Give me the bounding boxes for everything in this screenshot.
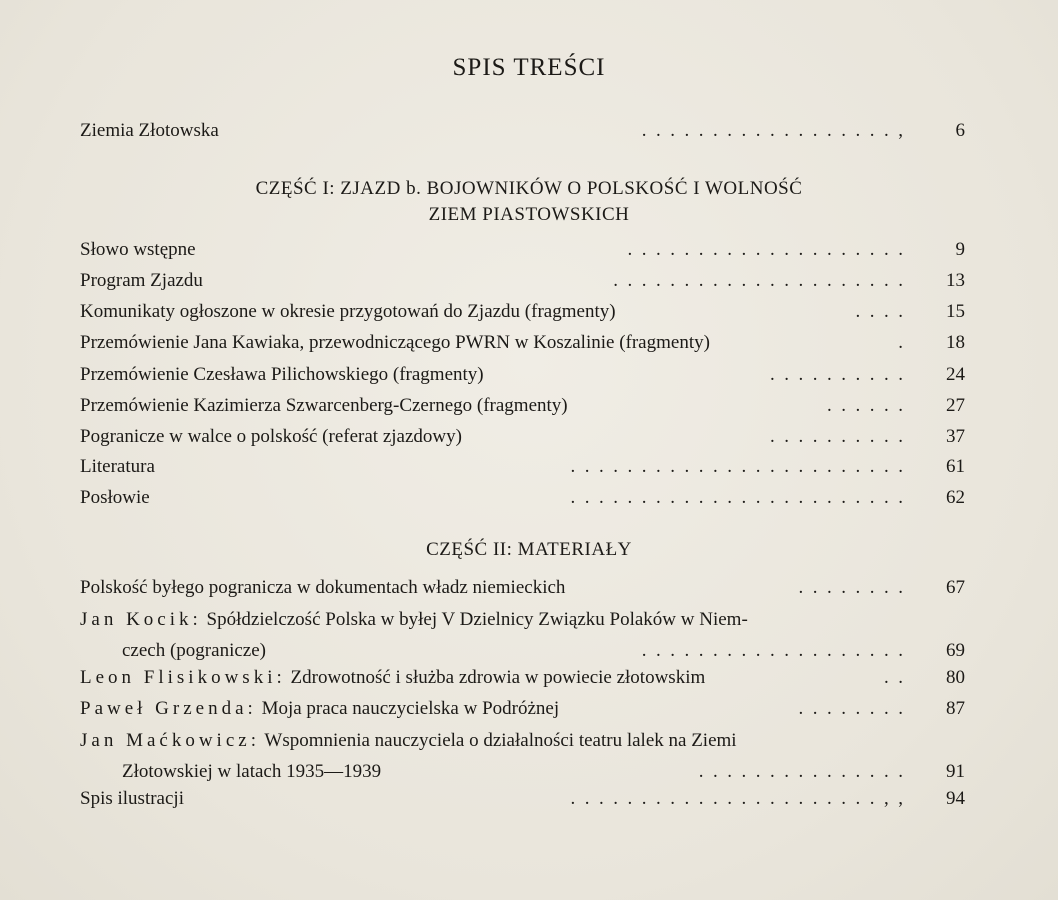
toc-entry [80,451,965,482]
toc-entry-author: Jan Kocik: [80,609,202,630]
leader-dots: . . . . . . . . [798,577,903,598]
leader-dots: . . . . . . . . . . . . . . . . . . . . [627,239,903,260]
toc-entry-label: Pogranicze w walce o polskość (referat zjazdowy) [80,426,462,447]
page-number: 27 [946,395,965,416]
leader-dots: . . . . . . . . [798,698,903,719]
toc-entry-label: Przemówienie Kazimierza Szwarcenberg-Czernego (fragmenty) [80,395,568,416]
toc-entry [80,604,965,666]
toc-entry [80,693,965,724]
toc-entry-label-cont: czech (pogranicze) [122,640,266,661]
page-number: 37 [946,426,965,447]
toc-entry [80,421,965,452]
page-number: 6 [955,120,965,141]
toc-entry [80,662,965,693]
toc-entry-author: Paweł Grzenda: [80,698,257,719]
toc-entry-label-cont: Złotowskiej w latach 1935—1939 [122,761,382,782]
toc-entry-label: Przemówienie Jana Kawiaka, przewodniczącego PWRN w Koszalinie (fragmenty) [80,332,710,353]
part1-heading-line2: ZIEM PIASTOWSKICH [428,204,630,225]
leader-dots: . . . . [855,301,903,322]
toc-entry-label: Posłowie [80,487,150,508]
page-number: 67 [946,577,965,598]
page-number: 61 [946,456,965,477]
leader-dots: . . . . . . . . . . . . . . . . . . . [641,640,903,661]
leader-dots: . . . . . . . . . . . . . . . . . . . . . . . . [570,456,903,477]
page-number: 15 [946,301,965,322]
leader-dots: . . . . . . . . . . [770,364,903,385]
toc-entry [80,234,965,265]
toc-entry-label: Słowo wstępne [80,239,196,260]
page-number: 80 [946,667,965,688]
leader-dots: . . . . . . . . . . . . . . . . . . , [641,120,903,141]
part2-heading: CZĘŚĆ II: MATERIAŁY [426,539,632,560]
toc-entry [80,265,965,296]
toc-entry-intro [80,115,965,146]
page-number: 18 [946,332,965,353]
leader-dots: . . . . . . . . . . . . . . . . . . . . . . , , [570,788,903,809]
toc-entry [80,296,965,327]
leader-dots: . . . . . . . . . . . . . . . [698,761,903,782]
page-number: 13 [946,270,965,291]
leader-dots: . [898,332,903,353]
part1-heading-line1: CZĘŚĆ I: ZJAZD b. BOJOWNIKÓW O POLSKOŚĆ I WOLNOŚĆ [255,178,803,199]
page-number: 69 [946,640,965,661]
toc-entry [80,725,965,787]
page-number: 94 [946,788,965,809]
leader-dots: . . . . . . . . . . . . . . . . . . . . . [613,270,903,291]
toc-entry-label: Spis ilustracji [80,788,184,809]
toc-entry-label: Program Zjazdu [80,270,203,291]
leader-dots: . . . . . . . . . . [770,426,903,447]
toc-entry [80,572,965,603]
toc-entry-label: Komunikaty ogłoszone w okresie przygotowań do Zjazdu (fragmenty) [80,301,616,322]
toc-entry-label: Literatura [80,456,155,477]
leader-dots: . . [884,667,903,688]
page-number: 62 [946,487,965,508]
toc-entry-label: Polskość byłego pogranicza w dokumentach władz niemieckich [80,577,566,598]
toc-entry-label: Przemówienie Czesława Pilichowskiego (fragmenty) [80,364,484,385]
toc-entry-label: Spółdzielczość Polska w byłej V Dzielnicy Związku Polaków w Niem- [206,609,748,630]
toc-entry-label: Wspomnienia nauczyciela o działalności teatru lalek na Ziemi [264,730,737,751]
toc-entry [80,327,965,358]
page-number: 9 [955,239,965,260]
toc-entry [80,359,965,390]
page-number: 24 [946,364,965,385]
toc-entry-label: Zdrowotność i służba zdrowia w powiecie złotowskim [290,667,706,688]
toc-entry-author: Leon Flisikowski: [80,667,286,688]
toc-entry [80,482,965,513]
page-title: SPIS TREŚCI [452,54,606,81]
leader-dots: . . . . . . . . . . . . . . . . . . . . . . . . [570,487,903,508]
leader-dots: . . . . . . [827,395,903,416]
toc-entry-label: Ziemia Złotowska [80,120,219,141]
page-number: 91 [946,761,965,782]
toc-entry [80,390,965,421]
toc-entry [80,783,965,814]
page-number: 87 [946,698,965,719]
toc-entry-author: Jan Maćkowicz: [80,730,260,751]
toc-entry-label: Moja praca nauczycielska w Podróżnej [261,698,560,719]
